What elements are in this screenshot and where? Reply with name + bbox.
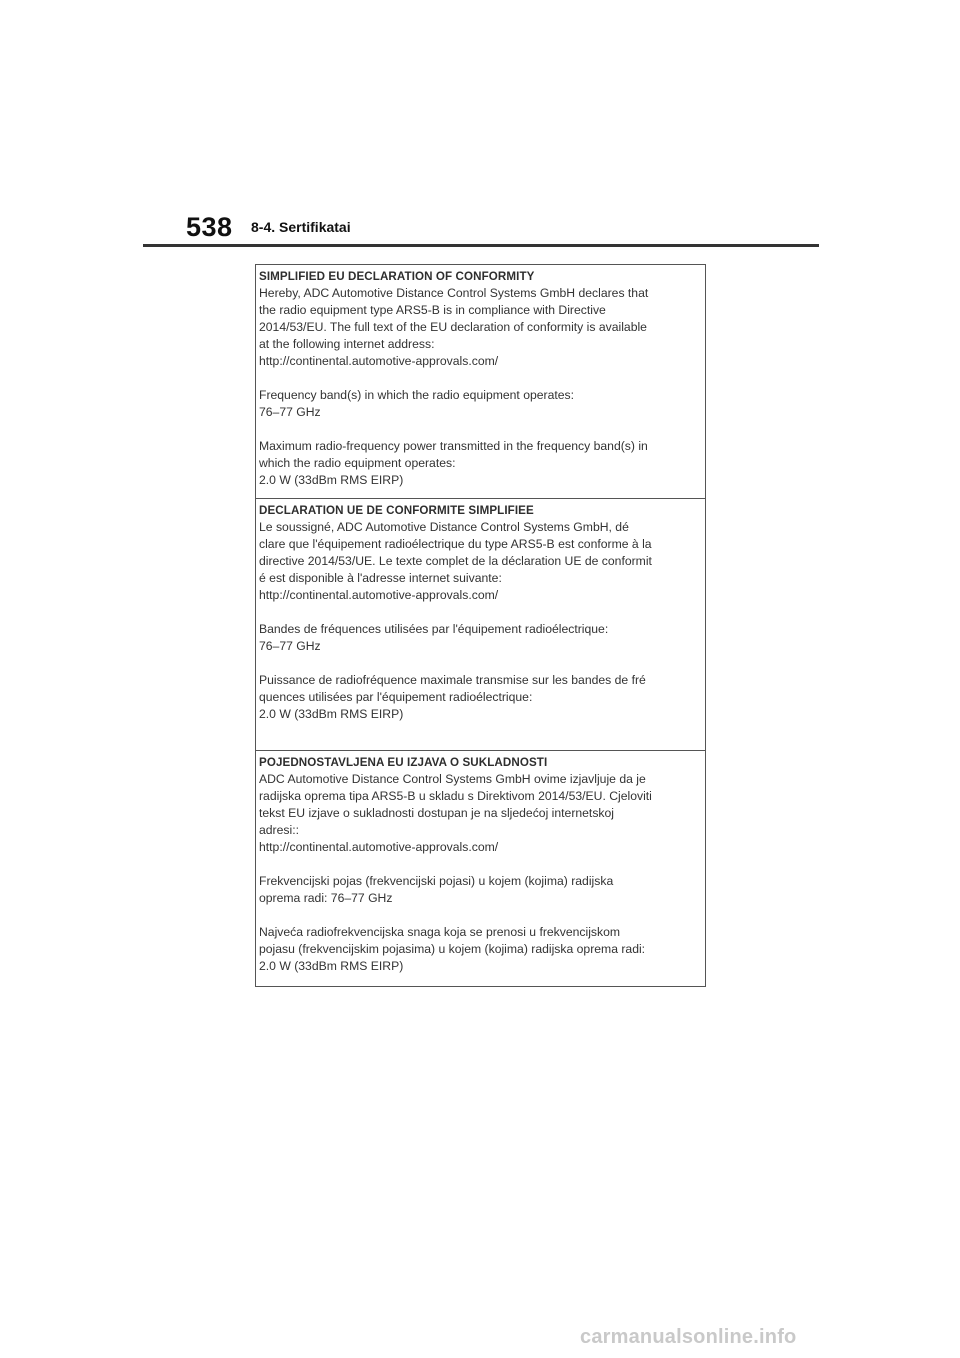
section-paragraph: Frekvencijski pojas (frekvencijski pojasi) u kojem (kojima) radijska oprema radi: 76–77 GHz: [259, 874, 614, 905]
section-heading: SIMPLIFIED EU DECLARATION OF CONFORMITY: [259, 270, 535, 283]
section-paragraph: Le soussigné, ADC Automotive Distance Control Systems GmbH, dé clare que l'équipement radioélectrique du type ARS5-B est conforme à la directive 2014/53/UE. Le texte complet de la déclaration UE de conformit é est disponible à l'adresse internet suivante: http://continental.automotive-approvals.com/: [259, 520, 652, 602]
section-paragraph: Hereby, ADC Automotive Distance Control Systems GmbH declares that the radio equipment type ARS5-B is in compliance with Directive 2014/53/EU. The full text of the EU declaration of conformity is available at the following internet address: http://continental.automotive-approvals.com/: [259, 286, 649, 368]
section-paragraph: Najveća radiofrekvencijska snaga koja se prenosi u frekvencijskom pojasu (frekvencijskim pojasima) u kojem (kojima) radijska oprema radi: 2.0 W (33dBm RMS EIRP): [259, 925, 646, 973]
page-number: 538: [186, 212, 233, 242]
section-paragraph: Bandes de fréquences utilisées par l'équipement radioélectrique: 76–77 GHz: [259, 622, 609, 653]
section-heading: DECLARATION UE DE CONFORMITE SIMPLIFIEE: [259, 504, 534, 517]
section-title: 8-4. Sertifikatai: [251, 219, 351, 235]
section-heading: POJEDNOSTAVLJENA EU IZJAVA O SUKLADNOSTI: [259, 756, 548, 769]
section-paragraph: Puissance de radiofréquence maximale transmise sur les bandes de fré quences utilisées par l'équipement radioélectrique: 2.0 W (33dBm RMS EIRP): [259, 673, 646, 721]
page-header: [0, 0, 960, 260]
section-paragraph: ADC Automotive Distance Control Systems GmbH ovime izjavljuje da je radijska oprema tipa ARS5-B u skladu s Direktivom 2014/53/EU. Cjeloviti tekst EU izjave o sukladnosti dostupan je na sljedećoj internetskoj adresi:: http://continental.automotive-approvals.com/: [259, 772, 652, 854]
section-paragraph: Maximum radio-frequency power transmitted in the frequency band(s) in which the radio equipment operates: 2.0 W (33dBm RMS EIRP): [259, 439, 648, 487]
header-divider: [143, 244, 819, 247]
declaration-section-hr: [256, 750, 705, 986]
declaration-box: [255, 264, 706, 987]
section-paragraph: Frequency band(s) in which the radio equipment operates: 76–77 GHz: [259, 388, 575, 419]
declaration-section-en: [256, 265, 705, 498]
declaration-section-fr: [256, 498, 705, 750]
watermark: carmanualsonline.info: [580, 1326, 797, 1348]
